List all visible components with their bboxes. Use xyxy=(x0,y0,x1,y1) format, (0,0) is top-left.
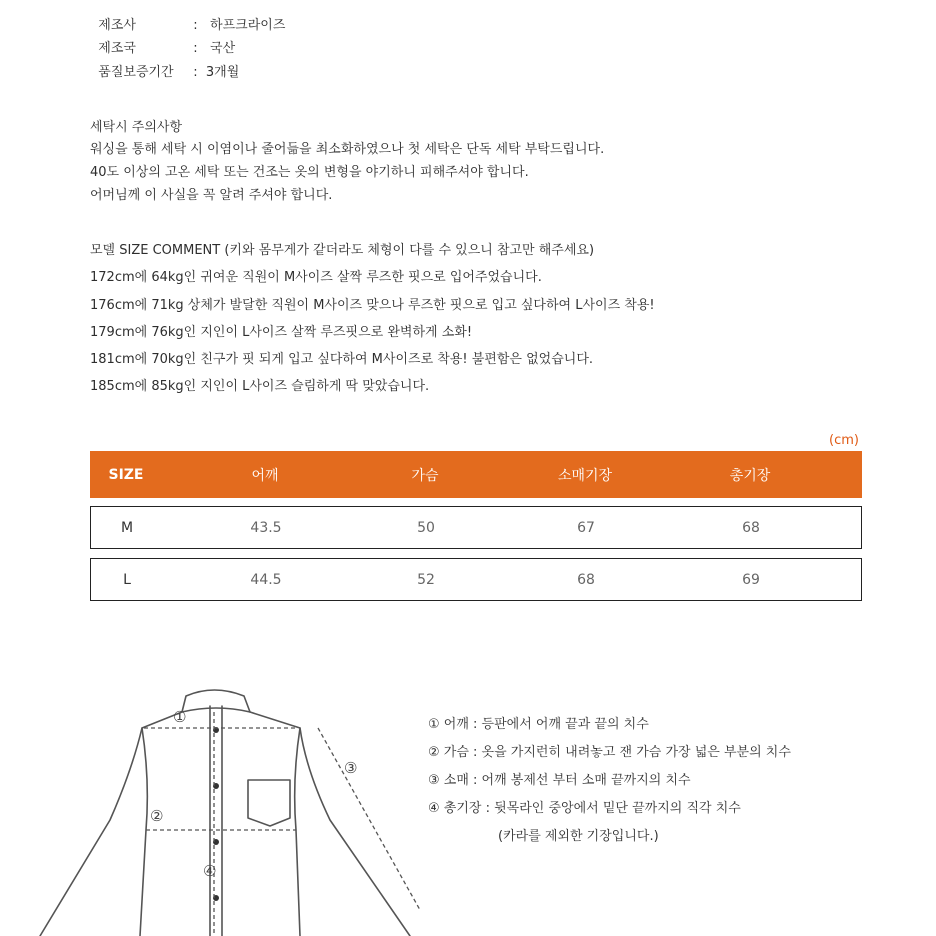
shoulder-value: 43.5 xyxy=(250,519,282,536)
info-key: 제조국 xyxy=(98,41,136,56)
shirt-body xyxy=(40,712,410,936)
marker-length: ④ xyxy=(203,862,217,880)
legend-sleeve: ③ 소매 : 어깨 봉제선 부터 소매 끝까지의 치수 xyxy=(428,773,691,788)
chest-value: 52 xyxy=(417,571,435,588)
size-comment-line: 172cm에 64kg인 귀여운 직원이 M사이즈 살짝 루즈한 핏으로 입어주었습니다. xyxy=(90,270,542,285)
size-comment-line: 185cm에 85kg인 지인이 L사이즈 슬림하게 딱 맞았습니다. xyxy=(90,379,430,394)
sleeve-value: 68 xyxy=(577,571,595,588)
length-value: 68 xyxy=(742,519,760,536)
size-comment-line: 181cm에 70kg인 친구가 핏 되게 입고 싶다하여 M사이즈로 착용! 불편함은 없었습니다. xyxy=(90,352,594,367)
legend-length: ④ 총기장 : 뒷목라인 중앙에서 밑단 끝까지의 직각 치수 xyxy=(428,801,741,816)
size-table-header xyxy=(90,451,862,498)
info-value: : 하프크라이즈 xyxy=(193,18,286,33)
header-size: SIZE xyxy=(108,466,144,483)
header-length: 총기장 xyxy=(729,467,771,484)
header-chest: 가슴 xyxy=(411,467,439,484)
legend-shoulder: ① 어깨 : 등판에서 어깨 끝과 끝의 치수 xyxy=(428,717,649,732)
size-comment-line: 179cm에 76kg인 지인이 L사이즈 살짝 루즈핏으로 완벽하게 소화! xyxy=(90,325,473,340)
care-title: 세탁시 주의사항 xyxy=(90,120,183,135)
size-label: L xyxy=(123,571,131,588)
marker-sleeve: ③ xyxy=(344,759,358,777)
size-row-m xyxy=(90,506,862,549)
info-key: 품질보증기간 xyxy=(98,65,174,80)
care-line: 워싱을 통해 세탁 시 이염이나 줄어듦을 최소화하였으나 첫 세탁은 단독 세탁 부탁드립니다. xyxy=(90,142,605,157)
header-shoulder: 어깨 xyxy=(251,467,279,484)
sleeve-measure-line xyxy=(318,728,420,910)
shoulder-value: 44.5 xyxy=(250,571,282,588)
length-value: 69 xyxy=(742,571,760,588)
care-line: 어머님께 이 사실을 꼭 알려 주셔야 합니다. xyxy=(90,188,333,203)
size-comment-title: 모델 SIZE COMMENT (키와 몸무게가 같더라도 체형이 다를 수 있으니 참고만 해주세요) xyxy=(90,243,595,258)
legend-length-note: (카라를 제외한 기장입니다.) xyxy=(498,829,659,844)
sleeve-value: 67 xyxy=(577,519,595,536)
shirt-placket xyxy=(210,706,222,936)
info-key: 제조사 xyxy=(98,18,136,33)
shirt-pocket xyxy=(248,780,290,826)
info-value: : 국산 xyxy=(193,41,236,56)
chest-value: 50 xyxy=(417,519,435,536)
size-comment-line: 176cm에 71kg 상체가 발달한 직원이 M사이즈 맞으나 루즈한 핏으로 입고 싶다하여 L사이즈 착용! xyxy=(90,298,655,313)
info-warranty xyxy=(90,46,239,80)
care-line: 40도 이상의 고온 세탁 또는 건조는 옷의 변형을 야기하니 피해주셔야 합니다. xyxy=(90,165,529,180)
shirt-collar xyxy=(182,690,250,712)
marker-shoulder: ① xyxy=(173,708,187,726)
size-label: M xyxy=(120,519,134,536)
header-sleeve: 소매기장 xyxy=(557,467,613,484)
shirt-measurement-diagram xyxy=(0,650,440,936)
info-value: : 3개월 xyxy=(193,65,240,80)
size-unit-label: (cm) xyxy=(829,433,859,448)
legend-chest: ② 가슴 : 옷을 가지런히 내려놓고 잰 가슴 가장 넓은 부분의 치수 xyxy=(428,745,791,760)
marker-chest: ② xyxy=(150,807,164,825)
size-row-l xyxy=(90,558,862,601)
